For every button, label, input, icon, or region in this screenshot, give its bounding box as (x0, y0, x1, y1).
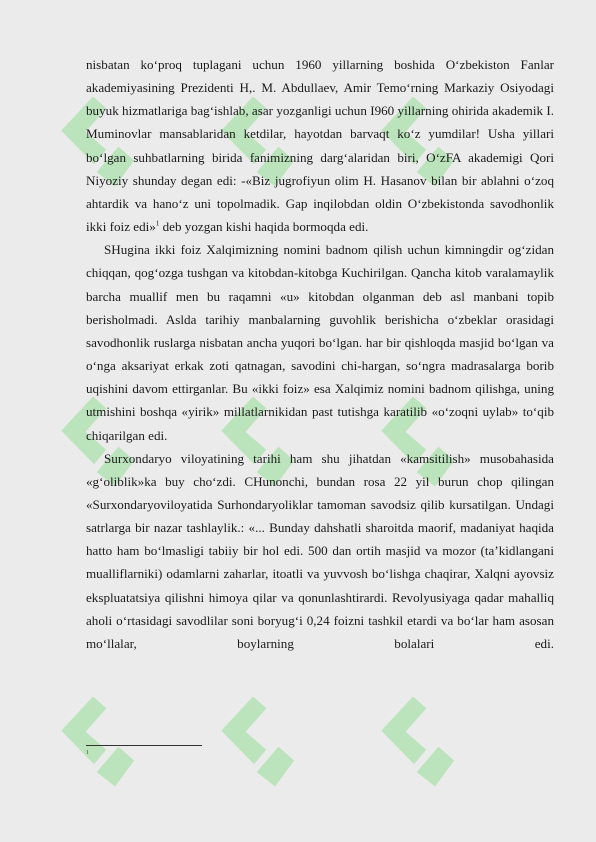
watermark-logo (42, 682, 160, 812)
paragraph-3: Surxondaryo viloyatining tarihi ham shu jihatdan «kamsitilish» musobahasida «g‘oliblik»ka buy cho‘zdi. CHunonchi, bundan rosa 22 yil burun chop qilingan «Surxondaryoviloyatida Surhondaryoliklar tamoman savodsiz qilib kursatilgan. Undagi satrlarga bir nazar tashlaylik.: «... Bunday dahshatli sharoitda maorif, madaniyat haqida hatto ham bo‘lmasligi tabiiy bir hol edi. 500 dan ortih masjid va mozor (ta’kidlangani mualliflarniki) odamlarni zaharlar, itoatli va yuvvosh bo‘lishga chaqirar, Xalqni ayovsiz ekspluatatsiya qilishni himoya qilar va qonunlashtirardi. Revolyusiyaga qadar mahalliq aholi o‘rtasidagi savodlilar soni boryug‘i 0,24 foizni tashkil etardi va bo‘lar ham asosan mo‘llalar, boylarning bolalari edi. (86, 450, 554, 651)
body-text (86, 53, 554, 655)
footnote-reference[interactable]: 1 (155, 219, 160, 228)
paragraph-1 (86, 53, 554, 238)
watermark-logo (362, 682, 480, 812)
paragraph-2: SHugina ikki foiz Xalqimizning nomini badnom qilish uchun kimningdir og‘zidan chiqqan, qog‘ozga tushgan va kitobdan-kitobga Kuchirilgan. Qancha kitob varalamaylik barcha muallif men bu raqamni «u» kitobdan olganman deb asl manbani topib berisholmadi. Aslda tarihiy manbalarning guvohlik berishicha o‘zbeklar orasidagi savodhonlik ruslarga nisbatan ancha yuqori bo‘lgan. har bir qishloqda masjid bo‘lgan va o‘nga aksariyat erkak zoti qatnagan, savodini chi-hargan, so‘ngra madrasalarga borib uqishini davom ettirganlar. Bu «ikki foiz» esa Xalqimiz nomini badnom qilishga, uning utmishini boshqa «yirik» millatlarnikidan past tutishga karatilib «o‘zoqni uylab» to‘qib chiqarilgan edi. (86, 242, 554, 443)
paragraph-1-text: nisbatan ko‘proq tuplagani uchun 1960 yillarning boshida O‘zbekiston Fanlar akademiyasining Prezidenti H,. M. Abdullaev, Amir Temo‘rning Markaziy Osiyodagi buyuk hizmatlariga bag‘ishlab, asar yozganligi uchun I960 yillarning ohirida akademik I. Muminovlar mansablaridan ketdilar, hayotdan barvaqt ko‘z yumdilar! Usha yillari bo‘lgan suhbatlarning birida fanimizning darg‘alaridan biri, O‘zFA akademigi Qori Niyoziy shunday degan edi: -«Biz jugrofiyun olim H. Hasanov bilan bir ablahni o‘zoq ahtardik va hano‘z uni topolmadik. Gap inqilobdan oldin O‘zbekistonda savodhonlik ikki foiz edi» (86, 57, 554, 235)
watermark-logo (202, 682, 320, 812)
paragraph-1-tail: deb yozgan kishi haqida bormoqda edi. (162, 219, 369, 235)
footnote-mark: 1 (86, 750, 89, 756)
footnote-separator (86, 745, 202, 746)
